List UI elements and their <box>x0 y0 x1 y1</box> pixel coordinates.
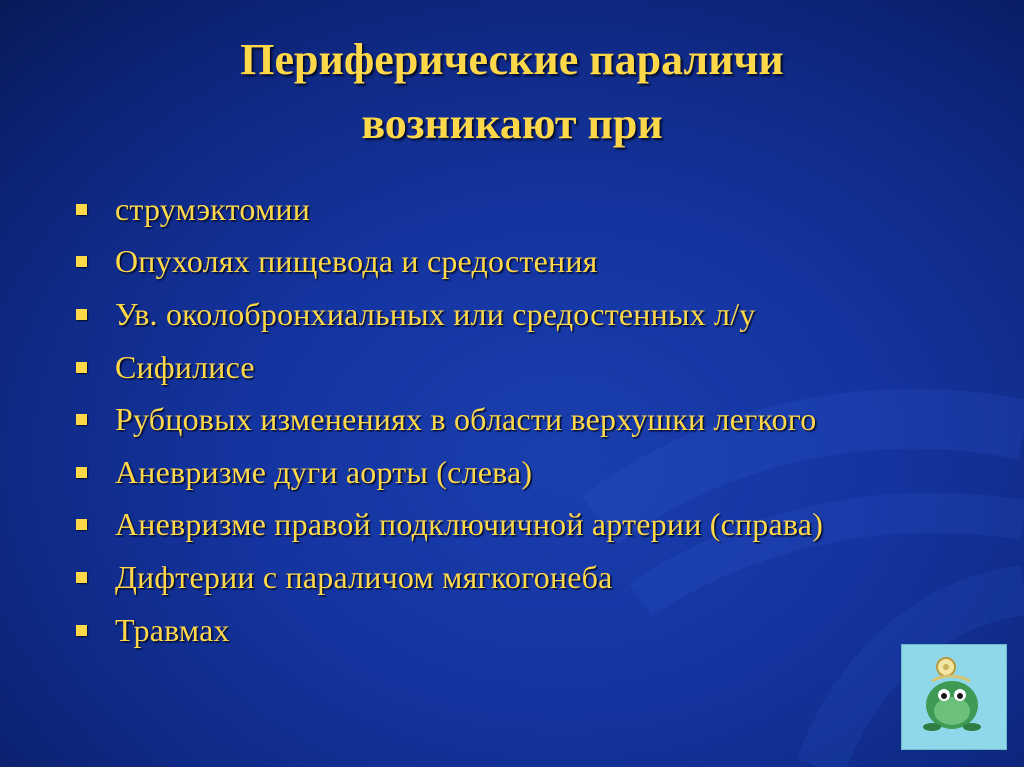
list-item-text: Аневризме правой подключичной артерии (справа) <box>115 506 824 543</box>
title-line-2: возникают при <box>361 99 663 148</box>
list-item <box>76 604 823 657</box>
square-bullet-icon <box>76 625 87 636</box>
square-bullet-icon <box>76 309 87 320</box>
list-item-text: Дифтерии с параличом мягкогонеба <box>115 558 613 595</box>
square-bullet-icon <box>76 572 87 583</box>
list-item-text: Ув. околобронхиальных или средостенных л/у <box>115 295 756 332</box>
square-bullet-icon <box>76 204 87 215</box>
square-bullet-icon <box>76 414 87 425</box>
square-bullet-icon <box>76 519 87 530</box>
list-item <box>76 341 823 394</box>
list-item <box>76 499 823 552</box>
doctor-frog-icon <box>901 644 1007 750</box>
list-item-text: Сифилисе <box>115 348 255 385</box>
list-item-text: струмэктомии <box>115 190 311 227</box>
list-item-text: Опухолях пищевода и средостения <box>115 243 598 280</box>
bullet-list <box>76 183 823 656</box>
square-bullet-icon <box>76 256 87 267</box>
list-item <box>76 236 823 289</box>
square-bullet-icon <box>76 467 87 478</box>
square-bullet-icon <box>76 362 87 373</box>
list-item-text: Травмах <box>115 611 230 648</box>
list-item-text: Рубцовых изменениях в области верхушки легкого <box>115 401 817 438</box>
list-item <box>76 288 823 341</box>
list-item <box>76 551 823 604</box>
list-item-text: Аневризме дуги аорты (слева) <box>115 453 533 490</box>
slide-title <box>0 28 1024 156</box>
list-item <box>76 446 823 499</box>
list-item <box>76 393 823 446</box>
list-item <box>76 183 823 236</box>
title-line-1: Периферические параличи <box>240 35 784 84</box>
